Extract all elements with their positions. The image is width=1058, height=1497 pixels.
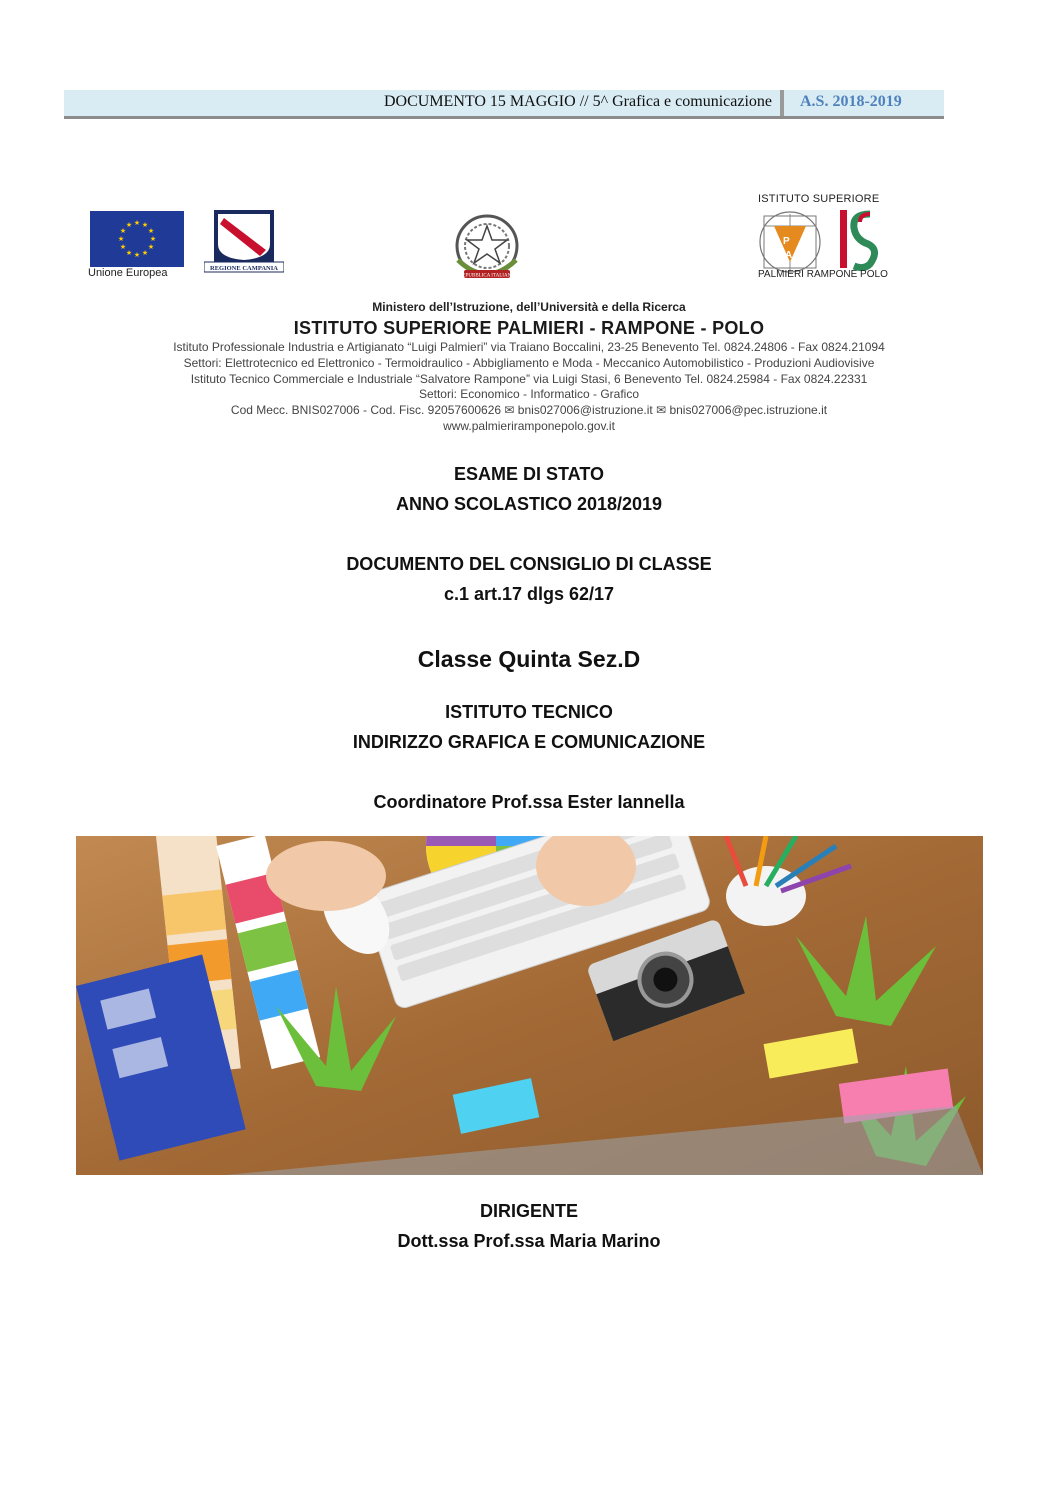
institution-name: ISTITUTO SUPERIORE PALMIERI - RAMPONE - POLO [293, 318, 765, 338]
svg-text:★: ★ [119, 227, 127, 235]
eu-flag-icon [90, 211, 184, 267]
svg-text:★: ★ [149, 235, 157, 243]
svg-text:P: P [783, 236, 790, 247]
school-logo-bottom-text: PALMIERI RAMPONE POLO [758, 269, 888, 280]
class-title: Classe Quinta Sez.D [417, 646, 641, 672]
svg-text:★: ★ [141, 249, 149, 257]
director-title: DIRIGENTE [479, 1201, 578, 1221]
region-label: REGIONE CAMPANIA [210, 265, 278, 272]
header-school-year: A.S. 2018-2019 [800, 93, 902, 110]
document-title: DOCUMENTO DEL CONSIGLIO DI CLASSE [346, 554, 712, 574]
svg-text:★: ★ [125, 221, 133, 229]
svg-text:★: ★ [133, 219, 141, 227]
institution-line: Istituto Tecnico Commerciale e Industriale “Salvatore Rampone” via Luigi Stasi, 6 Benevento Tel. 0824.25984 - Fax 0824.22331 [190, 372, 868, 386]
law-reference: c.1 art.17 dlgs 62/17 [443, 584, 615, 604]
exam-title: ESAME DI STATO [453, 464, 604, 484]
header-separator [780, 90, 784, 118]
header-title: DOCUMENTO 15 MAGGIO // 5^ Grafica e comunicazione [383, 93, 772, 110]
study-address: INDIRIZZO GRAFICA E COMUNICAZIONE [352, 732, 706, 752]
document-header [64, 90, 944, 120]
svg-text:A: A [785, 250, 793, 261]
institute-type: ISTITUTO TECNICO [445, 702, 613, 722]
svg-text:★: ★ [133, 251, 141, 259]
ministry-name: Ministero dell’Istruzione, dell’Università e della Ricerca [372, 300, 686, 314]
coordinator: Coordinatore Prof.ssa Ester Iannella [373, 792, 685, 812]
eu-label: Unione Europea [88, 267, 168, 279]
header-underline [64, 116, 944, 119]
svg-text:★: ★ [141, 221, 149, 229]
institution-line: Settori: Economico - Informatico - Grafico [418, 387, 640, 401]
regione-campania-logo [204, 210, 284, 274]
svg-text:★: ★ [147, 243, 155, 251]
institution-line: Settori: Elettrotecnico ed Elettronico - Termoidraulico - Abbigliamento e Moda - Meccanico Automobilistico - Produzioni Audiovisive [183, 356, 875, 370]
svg-text:★: ★ [125, 249, 133, 257]
institution-website-link[interactable]: www.palmieriramponepolo.gov.it [443, 419, 615, 433]
institution-contacts: Cod Mecc. BNIS027006 - Cod. Fisc. 92057600626 ✉ bnis027006@istruzione.it ✉ bnis027006@pec.istruzione.it [230, 403, 828, 417]
institution-line: Istituto Professionale Industria e Artigianato “Luigi Palmieri” via Traiano Boccalini, 23-25 Benevento Tel. 0824.24806 - Fax 0824.21094 [173, 340, 885, 354]
italian-emblem-icon [450, 210, 524, 286]
director-name: Dott.ssa Prof.ssa Maria Marino [397, 1231, 661, 1251]
school-logo-top-text: ISTITUTO SUPERIORE [758, 193, 880, 205]
svg-text:★: ★ [147, 227, 155, 235]
desk-photo [76, 836, 983, 1175]
school-year: ANNO SCOLASTICO 2018/2019 [395, 494, 663, 514]
svg-text:★: ★ [117, 235, 125, 243]
emblem-label: REPUBBLICA ITALIANA [459, 273, 515, 279]
svg-text:★: ★ [119, 243, 127, 251]
